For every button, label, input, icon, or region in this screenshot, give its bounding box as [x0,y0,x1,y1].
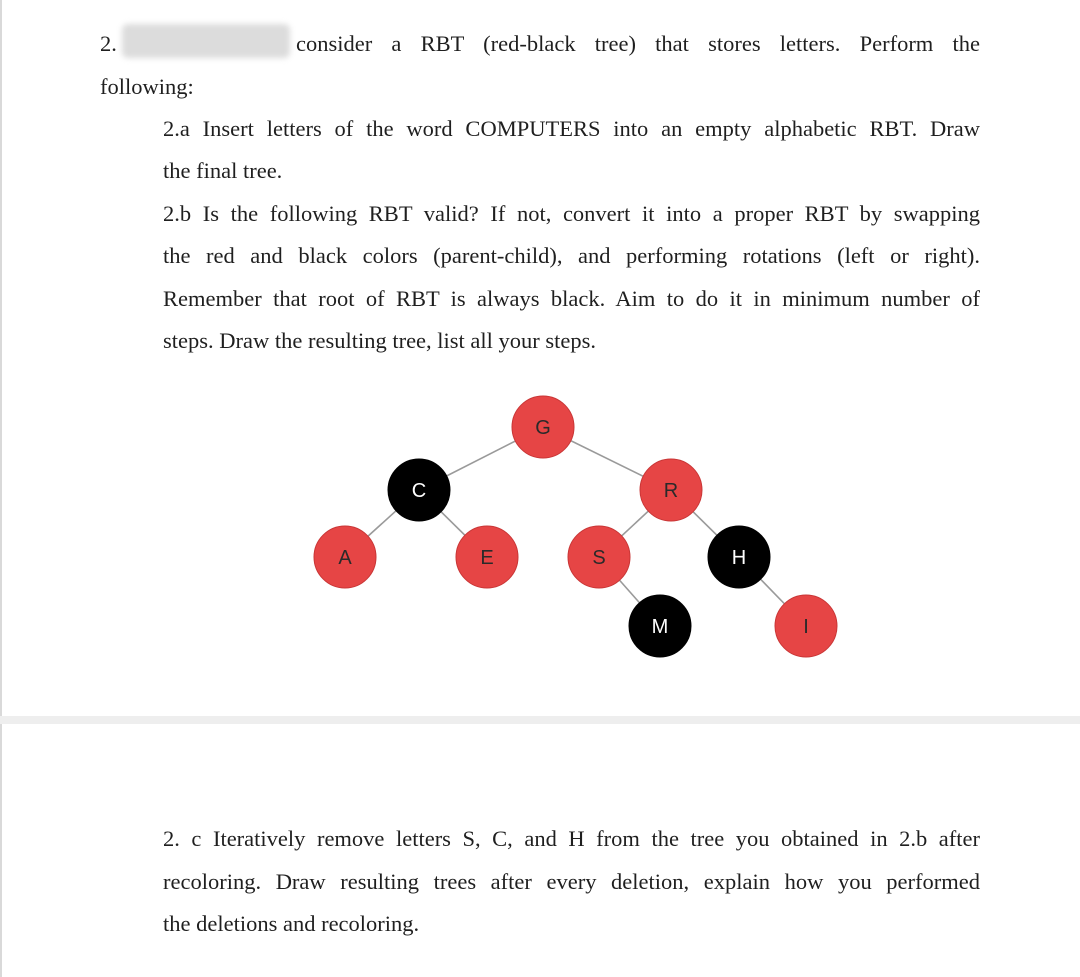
part-b-line-1: 2.b Is the following RBT valid? If not, convert it into a proper RBT by swapping [163,201,980,226]
part-a-line-1: 2.a Insert letters of the word COMPUTERS into an empty alphabetic RBT. Draw [163,116,980,141]
tree-nodes [314,396,837,657]
tree-node-label-i: I [803,616,809,638]
part-c-line-3: the deletions and recoloring. [163,911,420,936]
part-b-line-4: steps. Draw the resulting tree, list all your steps. [163,328,597,353]
page-separator [0,716,1080,724]
tree-node-label-e: E [480,547,494,569]
tree-node-e [456,526,518,588]
part-b-line-2: the red and black colors (parent-child), and performing rotations (left or right). [163,243,980,268]
part-c-line-1: 2. c Iteratively remove letters S, C, and H from the tree you obtained in 2.b after [163,826,980,851]
tree-node-label-s: S [592,547,606,569]
part-a-line-2: the final tree. [163,158,283,183]
part-b-line-3: Remember that root of RBT is always black. Aim to do it in minimum number of [163,286,980,311]
tree-node-label-r: R [663,480,679,502]
tree-node-c [388,459,450,521]
question-intro: consider a RBT (red-black tree) that stores letters. Perform the [296,31,980,56]
tree-node-s [568,526,630,588]
tree-node-h [708,526,770,588]
tree-node-g [512,396,574,458]
tree-node-label-m: M [651,616,669,638]
tree-node-label-c: C [411,480,427,502]
question-intro-continued: following: [100,74,194,99]
tree-node-label-a: A [338,547,352,569]
tree-node-m [629,595,691,657]
question-number: 2. [100,31,117,56]
tree-node-i [775,595,837,657]
tree-node-a [314,526,376,588]
tree-node-label-g: G [535,417,551,439]
tree-node-r [640,459,702,521]
tree-node-label-h: H [731,547,747,569]
part-c-line-2: recoloring. Draw resulting trees after every deletion, explain how you performed [163,869,980,894]
